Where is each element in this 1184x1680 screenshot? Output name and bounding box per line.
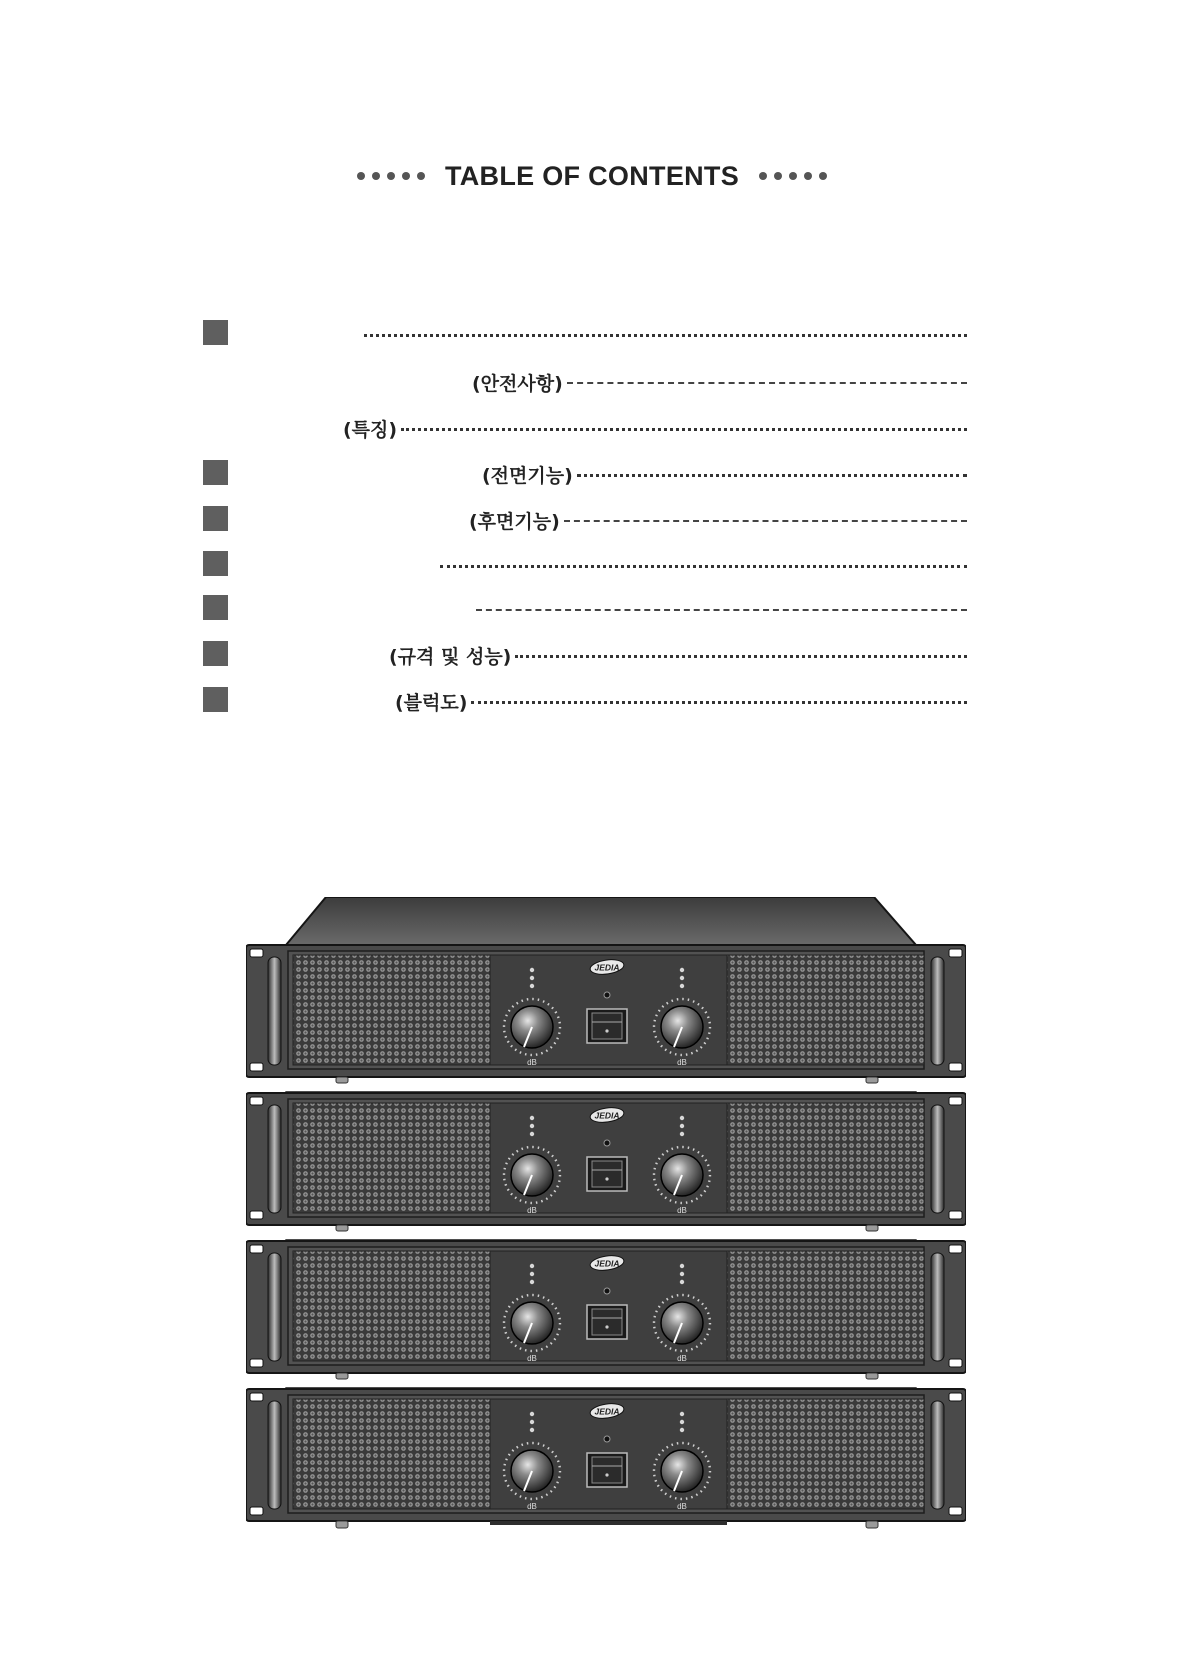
toc-entry[interactable] — [0, 685, 1184, 715]
section-marker — [203, 460, 228, 485]
page-title-row — [0, 156, 1184, 196]
toc-entry[interactable] — [0, 549, 1184, 579]
section-marker — [203, 320, 228, 345]
toc-leader — [364, 334, 967, 337]
amplifier-unit — [246, 1093, 966, 1225]
section-marker — [203, 506, 228, 531]
page-title: TABLE OF CONTENTS — [444, 160, 740, 191]
toc-leader — [476, 609, 967, 611]
toc-label: (후면기능) — [469, 511, 560, 533]
toc-label: (안전사항) — [472, 373, 563, 395]
toc-entry[interactable] — [0, 458, 1184, 488]
toc-label: (규격 및 성능) — [389, 646, 512, 668]
amplifier-unit — [246, 945, 966, 1077]
toc-entry[interactable] — [0, 504, 1184, 534]
amplifier-unit — [246, 1389, 966, 1521]
toc-leader — [564, 520, 967, 522]
toc-label: (블럭도) — [395, 692, 468, 714]
toc-entry[interactable] — [0, 412, 1184, 442]
amplifier-stack-illustration — [246, 897, 966, 1547]
amplifier-unit — [246, 1241, 966, 1373]
section-marker — [203, 595, 228, 620]
toc-leader — [577, 474, 967, 477]
toc-leader — [401, 428, 967, 431]
toc-label: (특징) — [343, 419, 398, 441]
section-marker — [203, 641, 228, 666]
toc-entry[interactable] — [0, 366, 1184, 396]
toc-entry[interactable] — [0, 639, 1184, 669]
title-dots-right — [759, 172, 827, 180]
section-marker — [203, 551, 228, 576]
toc-leader — [471, 701, 967, 704]
toc-leader — [440, 565, 967, 568]
toc-leader — [567, 382, 967, 384]
section-marker — [203, 687, 228, 712]
toc-entry[interactable] — [0, 318, 1184, 348]
toc-entry[interactable] — [0, 593, 1184, 623]
toc-leader — [515, 655, 967, 658]
title-dots-left — [357, 172, 425, 180]
toc-label: (전면기능) — [482, 465, 573, 487]
